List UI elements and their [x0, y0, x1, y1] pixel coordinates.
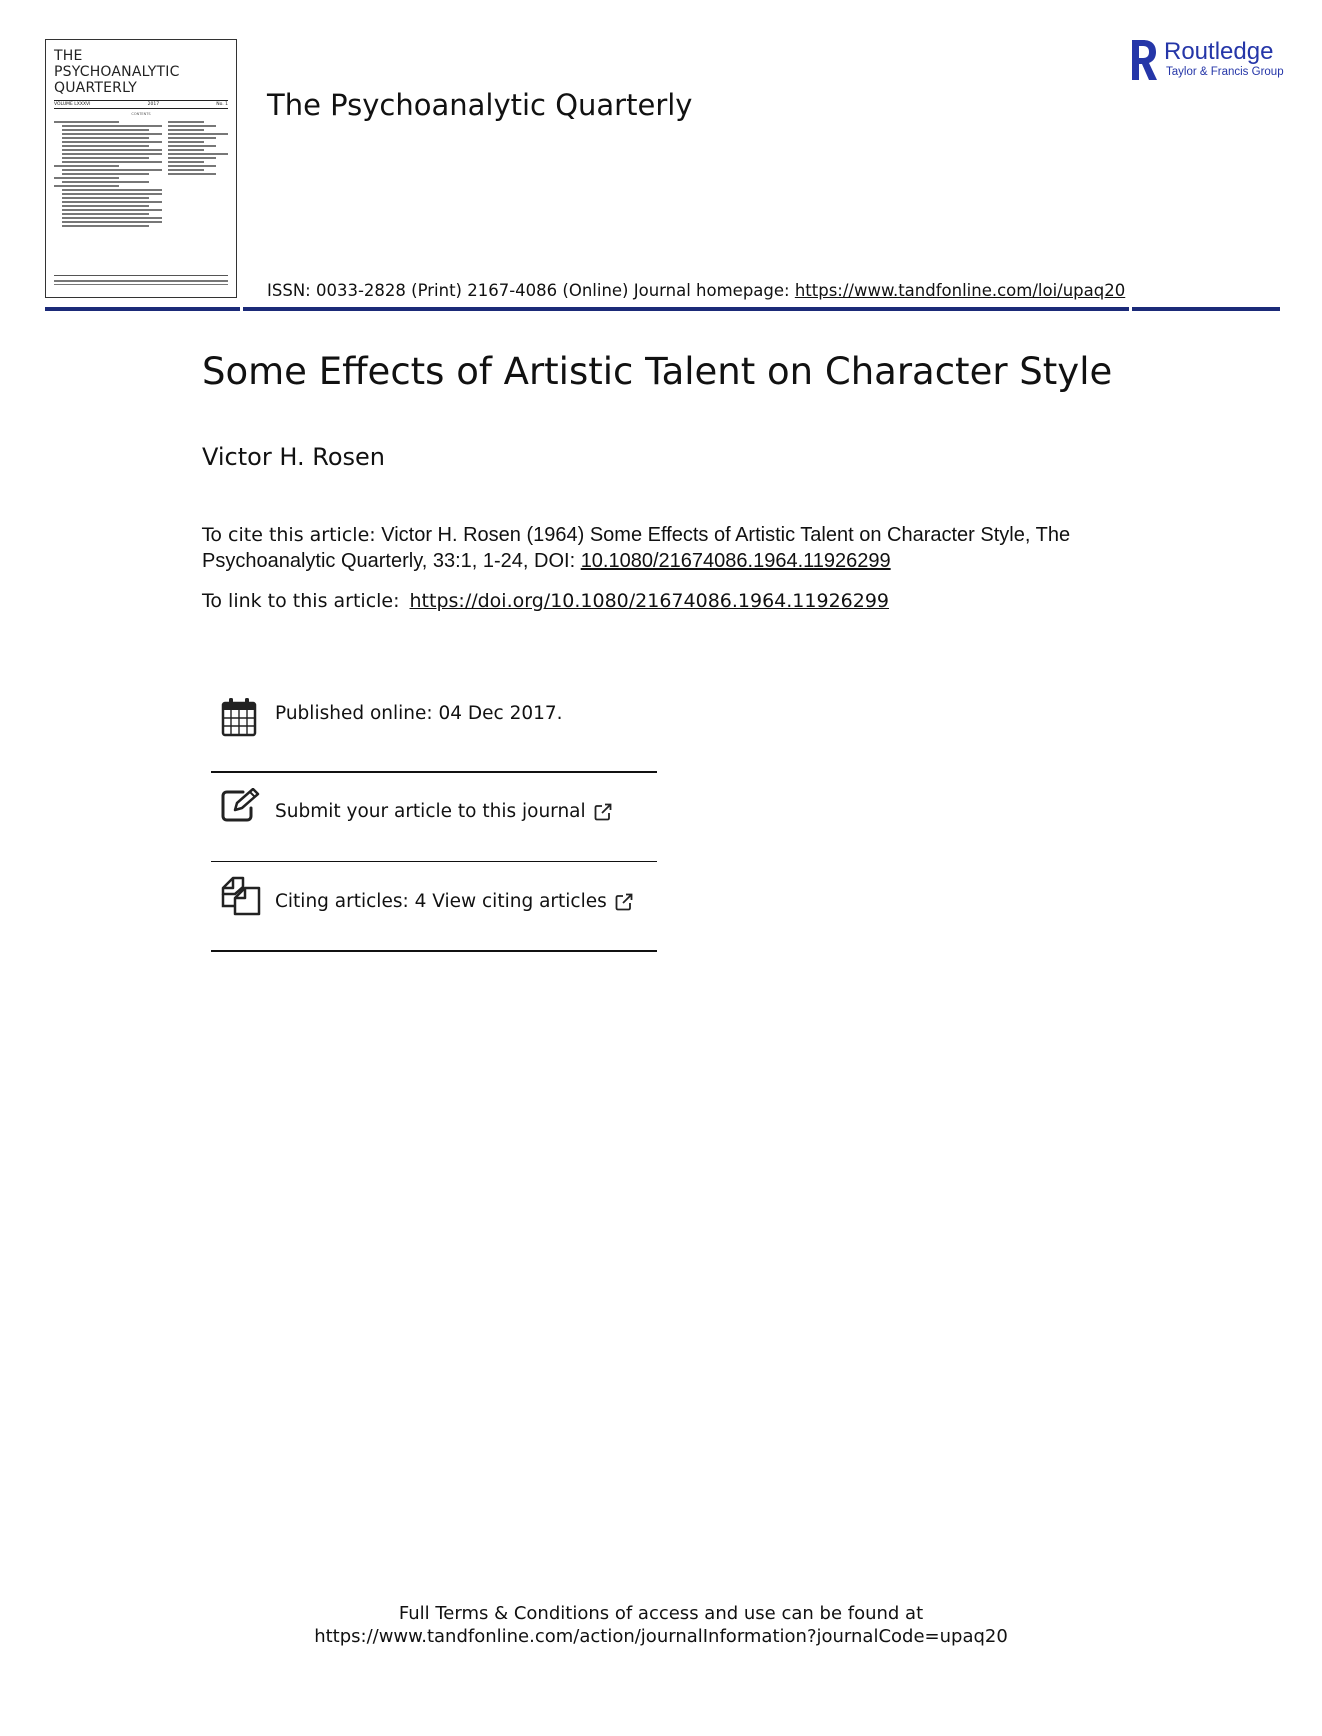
publisher-subtitle: Taylor & Francis Group: [1166, 66, 1284, 78]
published-row: [211, 695, 657, 745]
article-author[interactable]: Victor H. Rosen: [202, 443, 385, 471]
divider: [211, 950, 657, 952]
article-link: [202, 590, 889, 612]
issn-text: ISSN: 0033-2828 (Print) 2167-4086 (Online) Journal homepage:: [267, 281, 795, 300]
cover-contents-heading: CONTENTS: [131, 112, 151, 116]
documents-icon: [221, 876, 261, 916]
external-link-icon: [615, 893, 633, 911]
header-rule: [45, 307, 240, 311]
cover-title-line: PSYCHOANALYTIC: [54, 64, 180, 80]
submit-article-label: Submit your article to this journal: [275, 801, 586, 822]
cite-label: To cite this article:: [202, 524, 376, 546]
cover-title: [54, 48, 228, 96]
journal-cover-image: [45, 39, 237, 298]
cover-title-line: THE: [54, 48, 83, 64]
cover-volume: VOLUME LXXXVI: [54, 102, 91, 107]
routledge-logo[interactable]: [1128, 38, 1288, 86]
terms-footer: [0, 1602, 1322, 1648]
external-link-icon: [594, 803, 612, 821]
cover-contents-list: [54, 119, 228, 229]
article-title: Some Effects of Artistic Talent on Character Style: [202, 350, 1113, 393]
header-rule: [243, 307, 1129, 311]
cite-text: Victor H. Rosen (1964) Some Effects of Artistic Talent on Character Style, The Psychoanalytic Quarterly, 33:1, 1-24, DOI:: [202, 524, 1071, 572]
terms-text: Full Terms & Conditions of access and use can be found at: [398, 1603, 924, 1624]
edit-icon: [221, 788, 261, 822]
submit-row[interactable]: [211, 786, 657, 836]
citing-row[interactable]: [211, 874, 657, 924]
citation: [202, 522, 1162, 574]
citing-articles-label: Citing articles: 4 View citing articles: [275, 891, 607, 912]
cover-footer: [54, 275, 228, 287]
journal-title: The Psychoanalytic Quarterly: [267, 88, 693, 122]
terms-url[interactable]: https://www.tandfonline.com/action/journalInformation?journalCode=upaq20: [314, 1626, 1008, 1647]
link-label: To link to this article:: [202, 590, 400, 612]
calendar-icon: [221, 697, 257, 737]
routledge-mark-text: ROUTLEDGE: [1132, 41, 1138, 72]
citing-articles-link[interactable]: [275, 891, 633, 912]
cover-meta: [54, 100, 228, 109]
submit-article-link[interactable]: [275, 801, 612, 822]
routledge-mark-icon: [1128, 38, 1158, 82]
header-rule: [1132, 307, 1280, 311]
cover-number: No. 1: [216, 102, 228, 107]
divider: [211, 771, 657, 773]
published-date: Published online: 04 Dec 2017.: [275, 703, 563, 724]
article-doi-link[interactable]: https://doi.org/10.1080/21674086.1964.11926299: [409, 590, 890, 612]
journal-homepage-link[interactable]: https://www.tandfonline.com/loi/upaq20: [794, 281, 1126, 300]
divider: [211, 861, 657, 862]
cite-doi-link[interactable]: 10.1080/21674086.1964.11926299: [580, 550, 891, 572]
publisher-name: Routledge: [1164, 38, 1274, 65]
issn-line: [267, 281, 1125, 300]
cover-year: 2017: [147, 102, 160, 107]
cover-title-line: QUARTERLY: [54, 80, 137, 96]
